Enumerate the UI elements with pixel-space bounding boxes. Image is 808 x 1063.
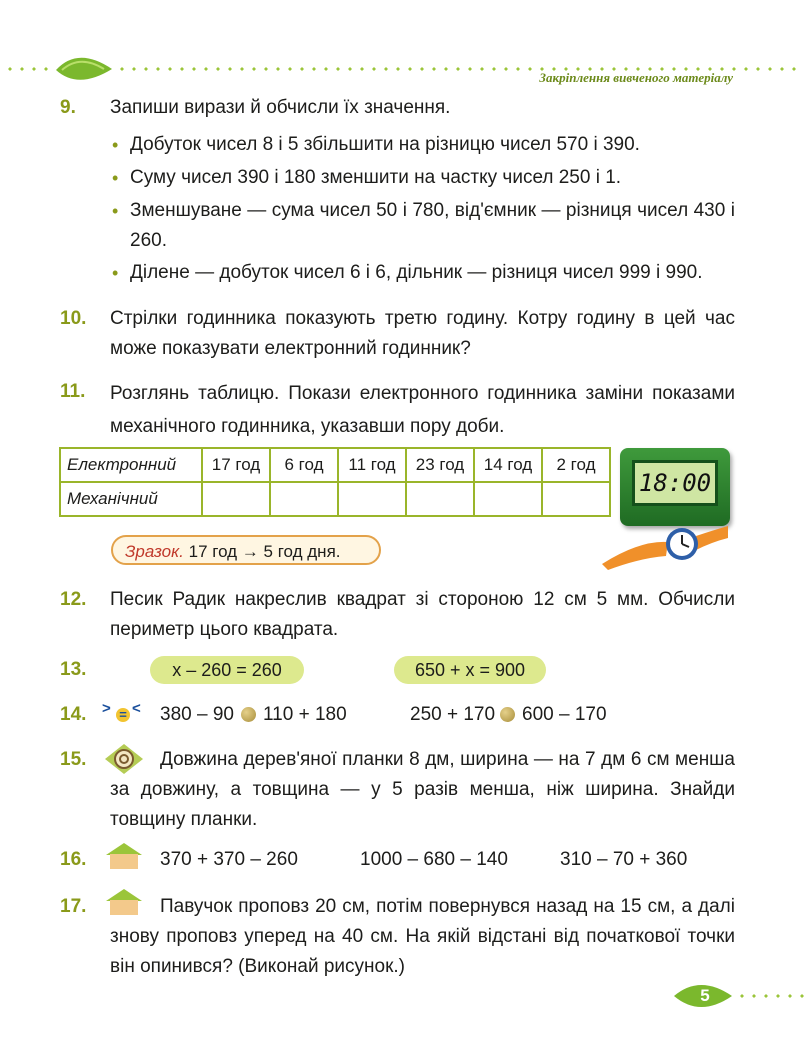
task-9-bullet-1: Добуток чисел 8 і 5 збільшити на різницю чисел 570 і 390.	[130, 134, 640, 155]
sample-label: Зразок.	[125, 542, 184, 561]
expr-1-right: 110 + 180	[263, 704, 347, 725]
bullet-icon: •	[112, 263, 119, 283]
task-number-9: 9.	[60, 97, 76, 118]
row-label-electronic: Електронний	[60, 448, 202, 482]
equal-sign: =	[116, 708, 130, 722]
task-9-text: Запиши вирази й обчисли їх значення.	[110, 97, 451, 118]
task-number-10: 10.	[60, 308, 87, 329]
table-row	[60, 448, 610, 482]
clock-table	[59, 447, 611, 517]
bullet-icon: •	[112, 168, 119, 188]
greater-than-sign: >	[102, 700, 111, 717]
table-cell-empty	[202, 482, 270, 516]
row-label-mechanical: Механічний	[60, 482, 202, 516]
expr-2-left: 250 + 170	[410, 704, 496, 725]
sample-box	[111, 535, 381, 565]
digital-clock-icon	[620, 448, 730, 526]
compare-signs-icon	[102, 700, 146, 728]
task-number-12: 12.	[60, 589, 87, 610]
equation-2: 650 + x = 900	[394, 656, 546, 684]
sample-text: 17 год → 5 год дня.	[188, 542, 341, 561]
task-9-bullet-4: Ділене — добуток чисел 6 і 6, дільник — різниця чисел 999 і 990.	[130, 262, 703, 283]
table-cell-empty	[542, 482, 610, 516]
expr-1-left: 380 – 90	[160, 704, 234, 725]
bullet-icon: •	[112, 201, 119, 221]
table-cell: 23 год	[406, 448, 474, 482]
task-11-text: Розглянь таблицю. Покази електронного годинника заміни показами механічного годинника, указавши пору доби.	[110, 383, 735, 437]
table-cell-empty	[474, 482, 542, 516]
equation-1: x – 260 = 260	[150, 656, 304, 684]
table-cell-empty	[406, 482, 474, 516]
table-cell: 6 год	[270, 448, 338, 482]
task-number-13: 13.	[60, 659, 87, 680]
task-number-11: 11.	[60, 381, 86, 402]
task-16-expr-1: 370 + 370 – 260	[160, 849, 298, 870]
less-than-sign: <	[132, 700, 141, 717]
table-cell-empty	[270, 482, 338, 516]
page-number: 5	[700, 986, 710, 1005]
task-number-17: 17.	[60, 896, 87, 917]
comparison-blank-circle	[500, 707, 515, 722]
table-cell: 14 год	[474, 448, 542, 482]
task-number-14: 14.	[60, 704, 87, 725]
section-title: Закріплення вивченого матеріалу	[539, 70, 733, 85]
task-9-bullet-2: Суму чисел 390 і 180 зменшити на частку чисел 250 і 1.	[130, 167, 622, 188]
house-icon	[105, 842, 143, 870]
wrist-watch-icon	[600, 520, 730, 570]
task-9-bullet-3: Зменшуване — сума чисел 50 і 780, від'ємник — різниця чисел 430 і 260.	[130, 200, 735, 251]
expr-2-right: 600 – 170	[522, 704, 607, 725]
table-cell: 11 год	[338, 448, 406, 482]
table-cell: 17 год	[202, 448, 270, 482]
task-number-16: 16.	[60, 849, 87, 870]
task-number-15: 15.	[60, 749, 87, 770]
bullet-icon: •	[112, 135, 119, 155]
task-12-text: Песик Радик накреслив квадрат зі стороною 12 см 5 мм. Обчисли периметр цього квадрата.	[110, 589, 735, 640]
clock-display: 18:00	[632, 460, 718, 506]
task-16-expr-3: 310 – 70 + 360	[560, 849, 688, 870]
table-row	[60, 482, 610, 516]
task-10-text: Стрілки годинника показують третю годину. Котру годину в цей час може показувати електронний годинник?	[110, 308, 735, 359]
task-17-text: Павучок проповз 20 см, потім повернувся назад на 15 см, а далі знову проповз уперед на 40 см. На якій відстані від початкової точки він опинився? (Виконай рисунок.)	[110, 896, 735, 977]
comparison-blank-circle	[241, 707, 256, 722]
table-cell-empty	[338, 482, 406, 516]
task-15-text: Довжина дерев'яної планки 8 дм, ширина — на 7 дм 6 см менша за довжину, а товщина — у 5 разів менша, ніж ширина. Знайди товщину планки.	[110, 749, 735, 830]
table-cell: 2 год	[542, 448, 610, 482]
task-16-expr-2: 1000 – 680 – 140	[360, 849, 508, 870]
